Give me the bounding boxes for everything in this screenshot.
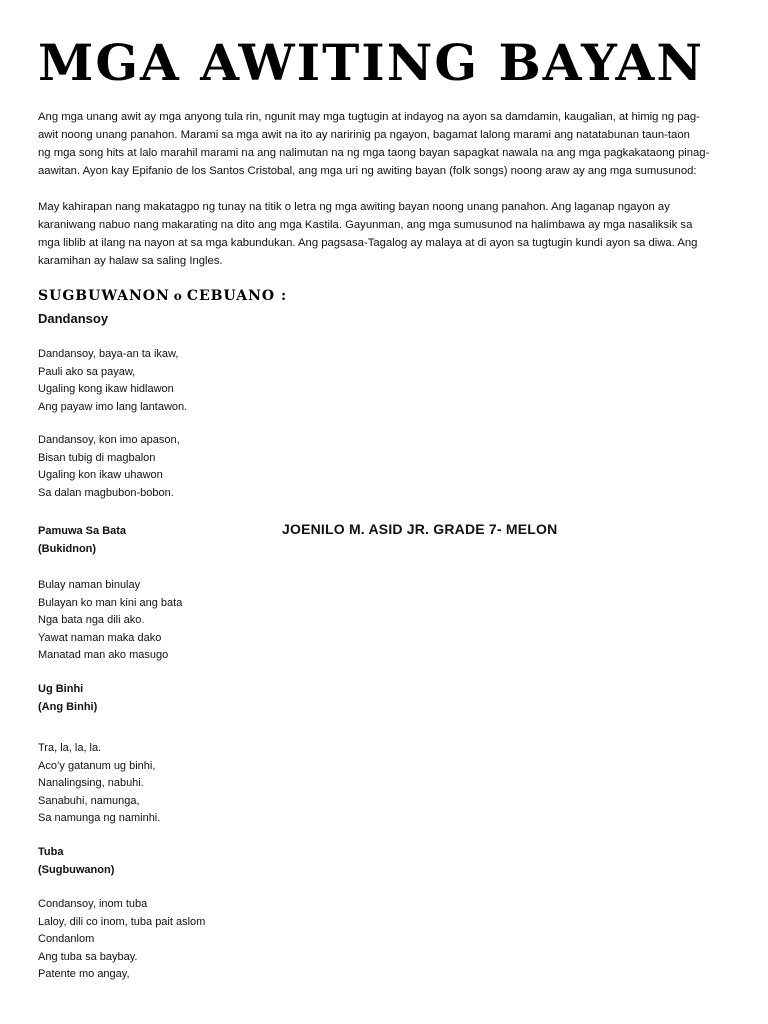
- lyric-line: Sanabuhi, namunga,: [38, 794, 140, 807]
- song-origin: (Sugbuwanon): [38, 863, 115, 876]
- section-heading-part: CEBUANO :: [186, 288, 288, 304]
- text-line: awit noong unang panahon. Marami sa mga awit na ito ay naririnig pa ngayon, bagamat lalong marami ang natatabunan taun-taon: [38, 129, 690, 141]
- text-line: karaniwang nabuo nang makarating na dito ang mga Kastila. Gayunman, ang mga sumusunod na halimbawa ay mga nasaliksik sa: [38, 219, 693, 231]
- song-title-dandansoy: Dandansoy: [38, 311, 109, 326]
- lyric-line: Manatad man ako masugo: [38, 649, 169, 661]
- lyric-line: Patente mo angay,: [38, 968, 130, 980]
- text-line: karamihan ay halaw sa saling Ingles.: [38, 255, 223, 267]
- lyric-line: Aco’y gatanum ug binhi,: [38, 759, 156, 772]
- lyric-line: Nanalingsing, nabuhi.: [38, 777, 144, 789]
- song-origin: (Bukidnon): [38, 542, 97, 555]
- lyric-line: Sa namunga ng naminhi.: [38, 812, 161, 824]
- lyric-line: Ang payaw imo lang lantawon.: [38, 400, 188, 413]
- dandansoy-stanza-2: [38, 432, 180, 502]
- song-title: Ug Binhi: [38, 683, 84, 695]
- tuba-stanza: [38, 896, 205, 984]
- section-heading-part: SUGBUWANON: [38, 288, 170, 304]
- lyric-line: Nga bata nga dili ako.: [38, 614, 145, 626]
- pamuwa-stanza: [38, 577, 182, 665]
- song-title-tuba: [38, 844, 114, 879]
- lyric-line: Bisan tubig di magbalon: [38, 451, 156, 464]
- lyric-line: Ugaling kon ikaw uhawon: [38, 469, 163, 481]
- lyric-line: Condanlom: [38, 933, 95, 945]
- lyric-line: Sa dalan magbubon-bobon.: [38, 486, 174, 499]
- section-heading-part: o: [173, 289, 183, 303]
- intro-paragraph-1: [38, 108, 738, 180]
- text-line: ng mga song hits at lalo marahil marami na ang nalimutan na ng mga taong bayan sapagkat nawala na ang mga pagkakataong pinag-: [38, 147, 710, 159]
- lyric-line: Ang tuba sa baybay.: [38, 950, 138, 963]
- song-title-ugbinhi: [38, 681, 97, 716]
- text-line: aawitan. Ayon kay Epifanio de los Santos Cristobal, ang mga uri ng awiting bayan (folk songs) noong araw ay ang mga sumusunod:: [38, 165, 697, 177]
- dandansoy-stanza-1: [38, 346, 187, 416]
- lyric-line: Bulay naman binulay: [38, 579, 141, 591]
- ugbinhi-stanza: [38, 740, 160, 828]
- lyric-line: Dandansoy, baya-an ta ikaw,: [38, 348, 179, 360]
- text-line: mga liblib at ilang na nayon at sa mga kabundukan. Ang pagsasa-Tagalog ay malaya at di ayon sa tugtugin kundi ayon sa diwa. Ang: [38, 237, 698, 249]
- page-title: MGA AWITING BAYAN: [38, 33, 705, 92]
- song-title: Tuba: [38, 846, 64, 858]
- author-label: JOENILO M. ASID JR. GRADE 7- MELON: [282, 521, 558, 537]
- song-origin: (Ang Binhi): [38, 700, 98, 713]
- lyric-line: Ugaling kong ikaw hidlawon: [38, 383, 174, 395]
- lyric-line: Bulayan ko man kini ang bata: [38, 596, 183, 609]
- song-title: Pamuwa Sa Bata: [38, 525, 127, 537]
- lyric-line: Laloy, dili co inom, tuba pait aslom: [38, 915, 206, 928]
- lyric-line: Yawat naman maka dako: [38, 631, 162, 644]
- text-line: Ang mga unang awit ay mga anyong tula rin, ngunit may mga tugtugin at indayog na ayon sa damdamin, kaugalian, at himig ng pag-: [38, 111, 700, 123]
- section-heading-cebuano: [38, 288, 287, 304]
- intro-paragraph-2: [38, 198, 738, 270]
- text-line: May kahirapan nang makatagpo ng tunay na titik o letra ng mga awiting bayan noong unang panahon. Ang laganap ngayon ay: [38, 201, 670, 213]
- song-title-pamuwa: [38, 523, 126, 558]
- lyric-line: Pauli ako sa payaw,: [38, 365, 136, 378]
- lyric-line: Dandansoy, kon imo apason,: [38, 434, 180, 446]
- lyric-line: Condansoy, inom tuba: [38, 898, 148, 910]
- lyric-line: Tra, la, la, la.: [38, 742, 102, 754]
